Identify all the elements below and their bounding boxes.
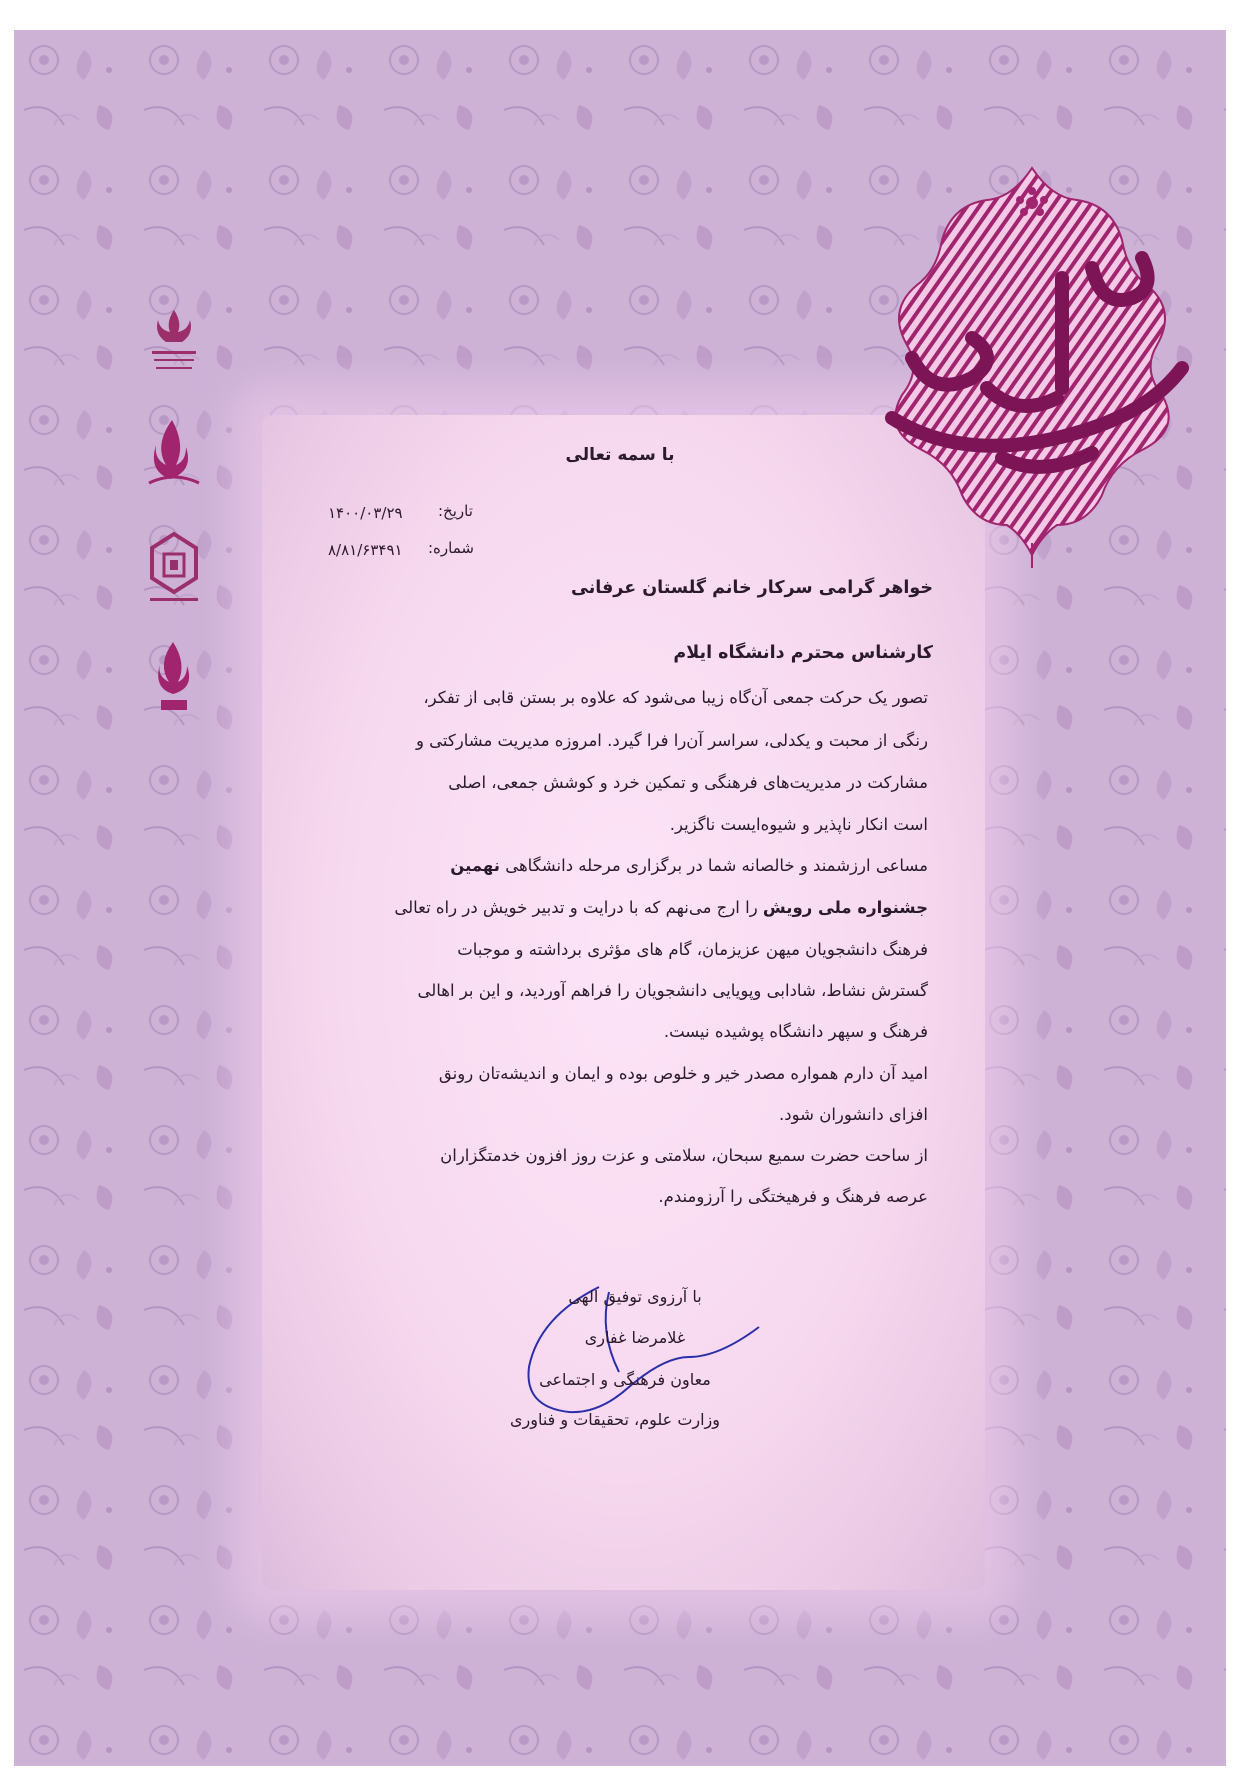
number-label: شماره: — [428, 539, 474, 557]
bold-phrase-ninth: نهمین — [450, 856, 500, 875]
signer-name: غلامرضا غفاری — [584, 1328, 686, 1347]
body-text: را ارج می‌نهم که با درایت و تدبیر خویش در راه تعالی — [394, 898, 758, 917]
body-line: فرهنگ دانشجویان میهن عزیزمان، گام های مؤثری برداشته و موجبات — [457, 940, 928, 959]
ministry-emblem — [144, 305, 204, 385]
body-line: امید آن دارم همواره مصدر خیر و خلوص بوده و ایمان و اندیشه‌تان رونق — [438, 1064, 928, 1083]
body-line: است انکار ناپذیر و شیوه‌ایست ناگزیر. — [669, 815, 928, 834]
festival-logo-small — [147, 638, 201, 718]
festival-flame-icon — [144, 415, 204, 495]
ministry-emblem-icon — [144, 305, 204, 385]
festival-logo — [144, 415, 204, 495]
festival-flame-icon-small — [147, 638, 201, 718]
signer-title: معاون فرهنگی و اجتماعی — [539, 1370, 711, 1389]
body-line — [450, 856, 928, 875]
closing-line: با آرزوی توفیق الهی — [568, 1287, 702, 1306]
number-value: ۸/۸۱/۶۳۴۹۱ — [328, 541, 403, 559]
body-line: فرهنگ و سپهر دانشگاه پوشیده نیست. — [663, 1022, 928, 1041]
calligraphy-heading-art — [852, 158, 1210, 568]
recipient-title: کارشناس محترم دانشگاه ایلام — [673, 643, 933, 663]
signer-organization: وزارت علوم، تحقیقات و فناوری — [510, 1410, 720, 1429]
body-line: از ساحت حضرت سمیع سبحان، سلامتی و عزت روز افزون خدمتگزاران — [440, 1146, 928, 1165]
university-emblem-icon — [142, 528, 206, 610]
body-line: افزای دانشوران شود. — [779, 1105, 928, 1124]
sepasname-calligraphy-icon — [852, 158, 1210, 568]
body-line: مشارکت در مدیریت‌های فرهنگی و تمکین خرد و کوشش جمعی، اصلی — [448, 773, 928, 792]
bold-phrase-festival: جشنواره ملی رویش — [762, 898, 928, 917]
body-line: گسترش نشاط، شادابی وپویایی دانشجویان را فراهم آوردید، و این بر اهالی — [417, 981, 928, 1000]
body-line: رنگی از محبت و یکدلی، سراسر آن‌را فرا گیرد. امروزه مدیریت مشارکتی و — [415, 731, 928, 750]
invocation-heading: با سمه تعالی — [565, 445, 675, 465]
recipient-name: خواهر گرامی سرکار خانم گلستان عرفانی — [571, 578, 933, 598]
body-line: عرصه فرهنگ و فرهیختگی را آرزومندم. — [658, 1187, 928, 1206]
date-value: ۱۴۰۰/۰۳/۲۹ — [328, 504, 403, 522]
body-text: مساعی ارزشمند و خالصانه شما در برگزاری مرحله دانشگاهی — [505, 856, 928, 875]
body-line: تصور یک حرکت جمعی آن‌گاه زیبا می‌شود که علاوه بر بستن قابی از تفکر، — [423, 688, 928, 707]
university-logo — [142, 528, 206, 610]
body-line — [394, 898, 928, 917]
date-label: تاریخ: — [438, 502, 473, 520]
